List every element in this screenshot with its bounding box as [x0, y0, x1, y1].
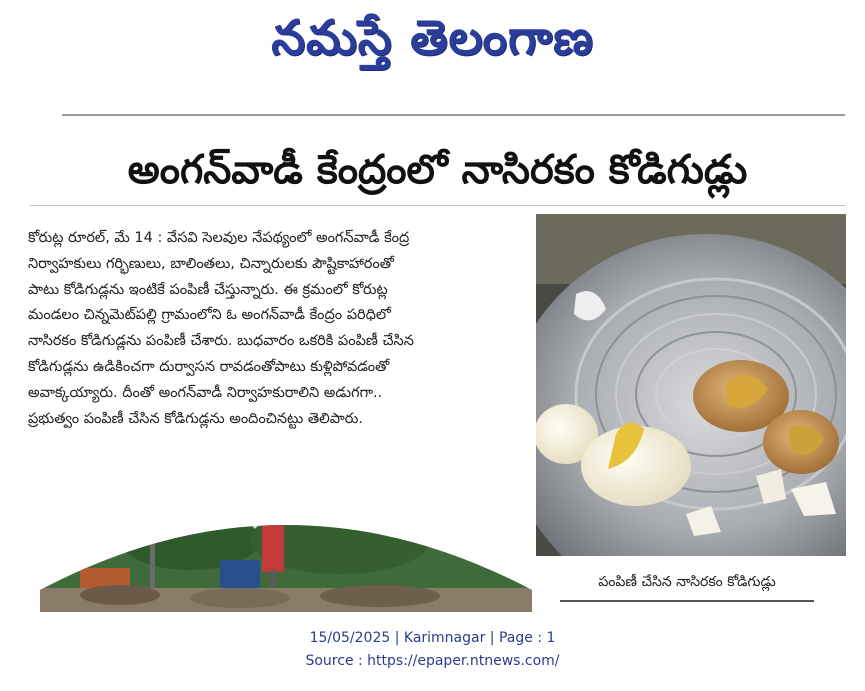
- article-headline: అంగన్‌వాడీ కేంద్రంలో నాసిరకం కోడిగుడ్లు: [127, 147, 748, 193]
- edition-info: 15/05/2025 | Karimnagar | Page : 1: [309, 630, 556, 646]
- caption-underline: [560, 600, 814, 602]
- article-body: [28, 226, 524, 432]
- article-line: కోరుట్ల రూరల్, మే 14 : వేసవి సెలవుల నేపథ్యంలో అంగన్‌వాడీ కేంద్ర: [28, 230, 410, 246]
- article-line: కోడిగుడ్లను ఉడికించగా దుర్వాసన రావడంతోపాటు కుళ్లిపోవడంతో: [28, 358, 390, 375]
- article-line: అవాక్కయ్యారు. దీంతో అంగన్‌వాడీ నిర్వాహకురాలిని అడుగగా..: [28, 384, 383, 401]
- article-line: నాసిరకం కోడిగుడ్లను పంపిణీ చేశారు. బుధవారం ఒకరికి పంపిణీ చేసిన: [28, 333, 414, 350]
- street-photo: [40, 470, 532, 612]
- masthead-divider: [62, 114, 845, 116]
- article-line: మండలం చిన్నమెట్‌పల్లి గ్రామంలోని ఓ అంగన్‌వాడీ కేంద్రం పరిధిలో: [28, 307, 391, 324]
- article-line: ప్రభుత్వం పంపిణీ చేసిన కోడిగుడ్లను అందించినట్టు తెలిపారు.: [28, 410, 363, 427]
- article-line: పాటు కోడిగుడ్లను ఇంటికే పంపిణీ చేస్తున్నారు. ఈ క్రమంలో కోరుట్ల: [28, 281, 388, 298]
- photo-caption: పంపిణీ చేసిన నాసిరకం కోడిగుడ్లు: [598, 574, 776, 590]
- headline-divider: [30, 205, 845, 206]
- newspaper-masthead: నమస్తే తెలంగాణ: [271, 10, 594, 66]
- egg-plate-photo: [536, 214, 846, 556]
- article-line: నిర్వాహకులు గర్భిణులు, బాలింతలు, చిన్నారులకు పౌష్టికాహారంతో: [28, 255, 394, 272]
- source-info: Source : https://epaper.ntnews.com/: [305, 653, 560, 669]
